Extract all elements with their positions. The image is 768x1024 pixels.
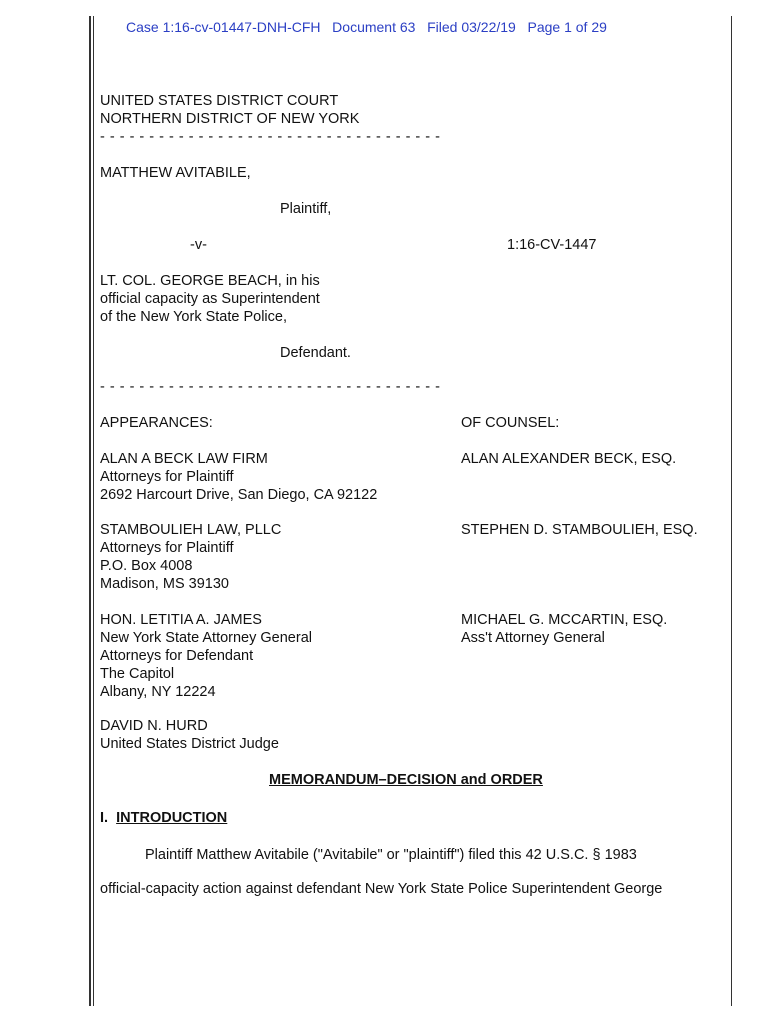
plaintiff-role: Plaintiff, <box>280 201 332 217</box>
appearance-line: 2692 Harcourt Drive, San Diego, CA 92122 <box>100 487 378 503</box>
appearance-line: STAMBOULIEH LAW, PLLC <box>100 522 282 538</box>
court-line-2: NORTHERN DISTRICT OF NEW YORK <box>100 111 360 127</box>
appearance-line: ALAN A BECK LAW FIRM <box>100 451 268 467</box>
of-counsel-heading: OF COUNSEL: <box>461 415 560 431</box>
defendant-line: of the New York State Police, <box>100 309 287 325</box>
caption-separator-bottom: - - - - - - - - - - - - - - - - - - - - - - - - - - - - - - - - - - - <box>100 379 441 395</box>
case-number: 1:16-CV-1447 <box>507 237 597 253</box>
judge-signature-block <box>100 717 279 753</box>
defendant-line: LT. COL. GEORGE BEACH, in his <box>100 273 320 289</box>
appearance-line: HON. LETITIA A. JAMES <box>100 612 262 628</box>
counsel-entry-3 <box>461 611 667 647</box>
appearance-line: Madison, MS 39130 <box>100 576 229 592</box>
court-name <box>100 92 440 146</box>
defendant-name <box>100 272 320 326</box>
counsel-entry-2: STEPHEN D. STAMBOULIEH, ESQ. <box>461 522 698 538</box>
left-margin-rule-inner <box>93 16 94 1006</box>
section-number: I. <box>100 810 109 826</box>
counsel-line: Ass't Attorney General <box>461 630 605 646</box>
defendant-line: official capacity as Superintendent <box>100 291 320 307</box>
section-title: INTRODUCTION <box>116 810 228 826</box>
appearances-heading: APPEARANCES: <box>100 415 213 431</box>
appearance-line: Attorneys for Defendant <box>100 648 254 664</box>
body-line-1: Plaintiff Matthew Avitabile ("Avitabile" or "plaintiff") filed this 42 U.S.C. § 1983 <box>145 847 637 863</box>
right-margin-rule <box>731 16 732 1006</box>
appearance-entry-2 <box>100 521 281 593</box>
left-margin-rule <box>89 16 91 1006</box>
appearance-line: Attorneys for Plaintiff <box>100 540 234 556</box>
versus-label: -v- <box>190 237 207 253</box>
appearance-line: The Capitol <box>100 666 175 682</box>
court-line-1: UNITED STATES DISTRICT COURT <box>100 93 339 109</box>
defendant-role: Defendant. <box>280 345 351 361</box>
appearance-line: Attorneys for Plaintiff <box>100 469 234 485</box>
memorandum-title: MEMORANDUM–DECISION and ORDER <box>269 772 543 788</box>
appearance-entry-1 <box>100 450 377 504</box>
appearance-line: Albany, NY 12224 <box>100 684 216 700</box>
caption-separator-top: - - - - - - - - - - - - - - - - - - - - - - - - - - - - - - - - - - - <box>100 129 441 145</box>
body-line-2: official-capacity action against defendant New York State Police Superintendent George <box>100 881 663 897</box>
appearance-entry-3 <box>100 611 312 701</box>
counsel-entry-1: ALAN ALEXANDER BECK, ESQ. <box>461 451 677 467</box>
judge-title: United States District Judge <box>100 736 279 752</box>
filing-header-stamp: Case 1:16-cv-01447-DNH-CFH Document 63 Filed 03/22/19 Page 1 of 29 <box>126 19 607 35</box>
appearance-line: P.O. Box 4008 <box>100 558 193 574</box>
plaintiff-name: MATTHEW AVITABILE, <box>100 165 251 181</box>
judge-name: DAVID N. HURD <box>100 718 208 734</box>
counsel-line: MICHAEL G. MCCARTIN, ESQ. <box>461 612 668 628</box>
section-heading <box>100 809 227 827</box>
appearance-line: New York State Attorney General <box>100 630 312 646</box>
